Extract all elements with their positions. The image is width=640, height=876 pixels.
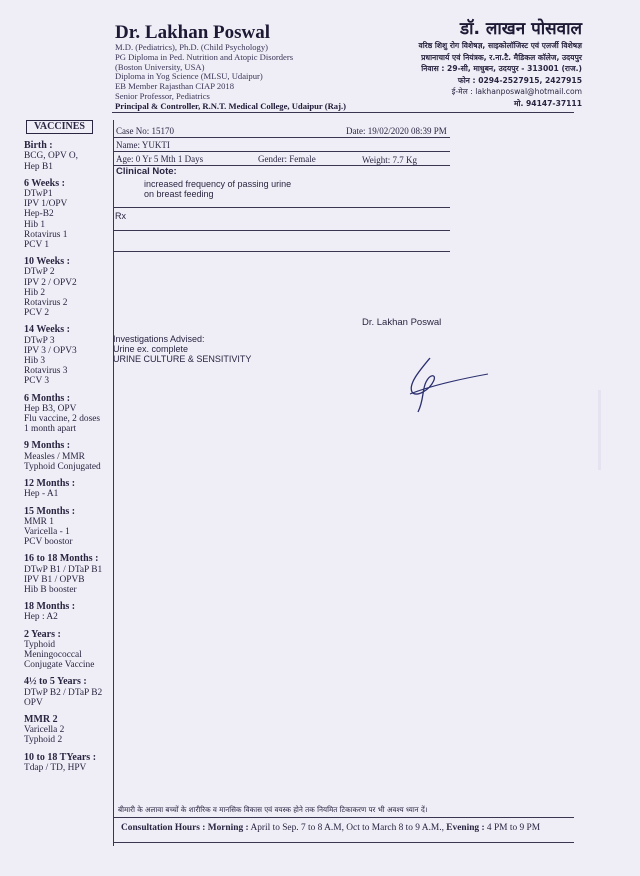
hours-evening: 4 PM to 9 PM <box>486 823 541 833</box>
case-number: Case No: 15170 <box>116 126 174 136</box>
vaccine-group-title: 2 Years : <box>24 628 61 640</box>
qualification-line: Senior Professor, Pediatrics <box>115 90 210 101</box>
column-divider <box>113 120 114 846</box>
vaccine-group <box>24 141 112 172</box>
vaccine-item: Typhoid <box>24 639 56 650</box>
hindi-line: निवास : 29-सी, माधुबन, उदयपुर - 313001 (राज.) <box>421 64 582 74</box>
vaccine-item: DTwP1 <box>24 189 53 200</box>
vaccine-item: BCG, OPV O, <box>24 151 79 162</box>
row-divider <box>114 137 450 138</box>
vaccine-group-title: 10 to 18 TYears : <box>24 751 97 763</box>
row-divider <box>114 230 450 231</box>
vaccine-group-title: 6 Weeks : <box>24 177 65 189</box>
header-divider <box>112 112 574 113</box>
vaccine-item: Varicella 2 <box>24 725 65 736</box>
vaccine-item: Hib 2 <box>24 287 46 298</box>
vaccine-group-title: 9 Months : <box>24 440 71 452</box>
vaccine-group-title: 12 Months : <box>24 478 76 490</box>
investigations-title: Investigations Advised: <box>113 334 205 344</box>
vaccine-item: DTwP B1 / DTaP B1 <box>24 564 103 575</box>
hours-label: Consultation Hours : Morning : <box>121 823 249 833</box>
vaccine-group-title: 16 to 18 Months : <box>24 553 99 565</box>
vaccine-item: Hep - A1 <box>24 489 59 500</box>
vaccine-item: PCV 3 <box>24 376 50 387</box>
vaccine-item: Rotavirus 3 <box>24 366 68 377</box>
vaccine-groups <box>24 141 112 773</box>
vaccine-group <box>24 257 112 318</box>
vaccine-item: Typhoid 2 <box>24 735 63 746</box>
row-divider <box>114 207 450 208</box>
vaccine-item: OPV <box>24 697 43 708</box>
hindi-line: फोन : 0294-2527915, 2427915 <box>457 75 582 85</box>
vaccine-item: Hib 3 <box>24 356 46 367</box>
vaccine-item: IPV 2 / OPV2 <box>24 277 77 288</box>
rx-label: Rx <box>115 211 126 221</box>
position-line: Principal & Controller, R.N.T. Medical College, Udaipur (Raj.) <box>115 100 346 111</box>
hindi-footer-note: बीमारी के अलावा बच्चों के शारीरिक व मानसिक विकास एवं वयस्क होने तक नियमित टिकाकरण पर भी अवश्य ध्यान दें। <box>118 805 428 814</box>
vaccine-item: Flu vaccine, 2 doses <box>24 414 101 425</box>
patient-gender: Gender: Female <box>258 154 316 164</box>
vaccine-item: Hib 1 <box>24 219 46 230</box>
vaccine-group-title: 14 Weeks : <box>24 324 70 336</box>
vaccine-group-title: 6 Months : <box>24 392 71 404</box>
vaccine-item: 1 month apart <box>24 424 77 435</box>
vaccine-item: Rotavirus 2 <box>24 298 68 309</box>
paper-mark <box>598 390 601 470</box>
vaccine-group-title: 4½ to 5 Years : <box>24 676 87 688</box>
vaccine-item: Hep : A2 <box>24 612 58 623</box>
vaccine-group <box>24 179 112 250</box>
vaccine-group-title: 18 Months : <box>24 601 76 613</box>
vaccine-group <box>24 479 112 499</box>
vaccine-group-title: 10 Weeks : <box>24 256 70 268</box>
qualification-line: EB Member Rajasthan CIAP 2018 <box>115 81 235 92</box>
signature-image <box>400 350 490 416</box>
vaccines-heading: VACCINES <box>26 120 93 134</box>
vaccine-item: IPV 3 / OPV3 <box>24 345 77 356</box>
investigation-item: URINE CULTURE & SENSITIVITY <box>113 354 252 364</box>
vaccine-item: Conjugate Vaccine <box>24 660 95 671</box>
hindi-line: ई-मेल : lakhanposwal@hotmail.com <box>451 87 582 97</box>
doctor-name: Dr. Lakhan Poswal <box>115 22 271 43</box>
clinical-note-line: increased frequency of passing urine <box>144 179 292 189</box>
vaccine-group <box>24 677 112 708</box>
hindi-line: वरिष्ठ शिशु रोग विशेषज्ञ, साइकोलॉजिस्ट एवं एलर्जी विशेषज्ञ <box>418 41 582 50</box>
vaccine-item: IPV 1/OPV <box>24 199 68 210</box>
vaccine-item: PCV 2 <box>24 308 50 319</box>
vaccine-item: Meningococcal <box>24 649 82 660</box>
qualification-line: Diploma in Yog Science (MLSU, Udaipur) <box>115 71 263 82</box>
vaccine-group-title: MMR 2 <box>24 713 58 725</box>
investigations <box>113 334 251 364</box>
clinical-note-line: on breast feeding <box>144 189 214 199</box>
vaccine-group <box>24 507 112 548</box>
vaccine-item: IPV B1 / OPVB <box>24 574 85 585</box>
vaccine-item: Varicella - 1 <box>24 526 70 537</box>
visit-date: Date: 19/02/2020 08:39 PM <box>346 126 447 136</box>
vaccine-item: DTwP 3 <box>24 335 55 346</box>
hindi-address <box>322 40 582 110</box>
vaccine-item: Hep B1 <box>24 161 53 172</box>
vaccine-item: Measles / MMR <box>24 451 85 462</box>
vaccine-item: Tdap / TD, HPV <box>24 762 87 773</box>
vaccine-item: DTwP 2 <box>24 267 55 278</box>
vaccine-group <box>24 602 112 622</box>
vaccine-item: DTwP B2 / DTaP B2 <box>24 687 103 698</box>
hours-morning: April to Sep. 7 to 8 A.M, Oct to March 8 to 9 A.M., <box>250 823 444 833</box>
row-divider <box>114 251 450 252</box>
qualification-line: M.D. (Pediatrics), Ph.D. (Child Psychology) <box>115 42 269 52</box>
hindi-doctor-name: डॉ. लाखन पोसवाल <box>460 19 582 39</box>
row-divider <box>114 151 450 152</box>
evening-label: Evening : <box>446 823 485 833</box>
hindi-line: प्रधानाचार्य एवं नियंत्रक, र.ना.टै. मैडिकल कॉलेज, उदयपुर <box>421 52 582 62</box>
vaccine-item: MMR 1 <box>24 516 54 527</box>
vaccine-group-title: 15 Months : <box>24 505 76 517</box>
qualification-line: (Boston University, USA) <box>115 61 205 72</box>
vaccine-item: PCV boostor <box>24 537 73 548</box>
qualification-line: PG Diploma in Ped. Nutrition and Atopic Disorders <box>115 51 294 62</box>
vaccine-item: Rotavirus 1 <box>24 229 68 240</box>
vaccine-item: Hib B booster <box>24 584 77 595</box>
clinical-note-title: Clinical Note: <box>116 166 177 177</box>
patient-age: Age: 0 Yr 5 Mth 1 Days <box>116 154 204 164</box>
vaccine-group <box>24 715 112 746</box>
vaccine-group <box>24 554 112 595</box>
vaccine-group <box>24 630 112 671</box>
vaccine-group <box>24 394 112 435</box>
consultation-hours <box>121 823 540 833</box>
patient-weight: Weight: 7.7 Kg <box>362 155 418 165</box>
signature-name: Dr. Lakhan Poswal <box>362 317 442 328</box>
vaccine-item: Typhoid Conjugated <box>24 461 101 472</box>
hindi-line: मो. 94147-37111 <box>513 98 582 108</box>
vaccine-item: Hep-B2 <box>24 209 54 220</box>
vaccine-group <box>24 325 112 386</box>
vaccine-item: PCV 1 <box>24 240 50 251</box>
vaccines-column <box>24 120 112 780</box>
patient-name: Name: YUKTI <box>116 140 170 150</box>
vaccine-item: Hep B3, OPV <box>24 403 77 414</box>
vaccine-group-title: Birth : <box>24 140 53 152</box>
investigation-item: Urine ex. complete <box>113 344 189 354</box>
vaccine-group <box>24 441 112 472</box>
vaccine-group <box>24 753 112 773</box>
